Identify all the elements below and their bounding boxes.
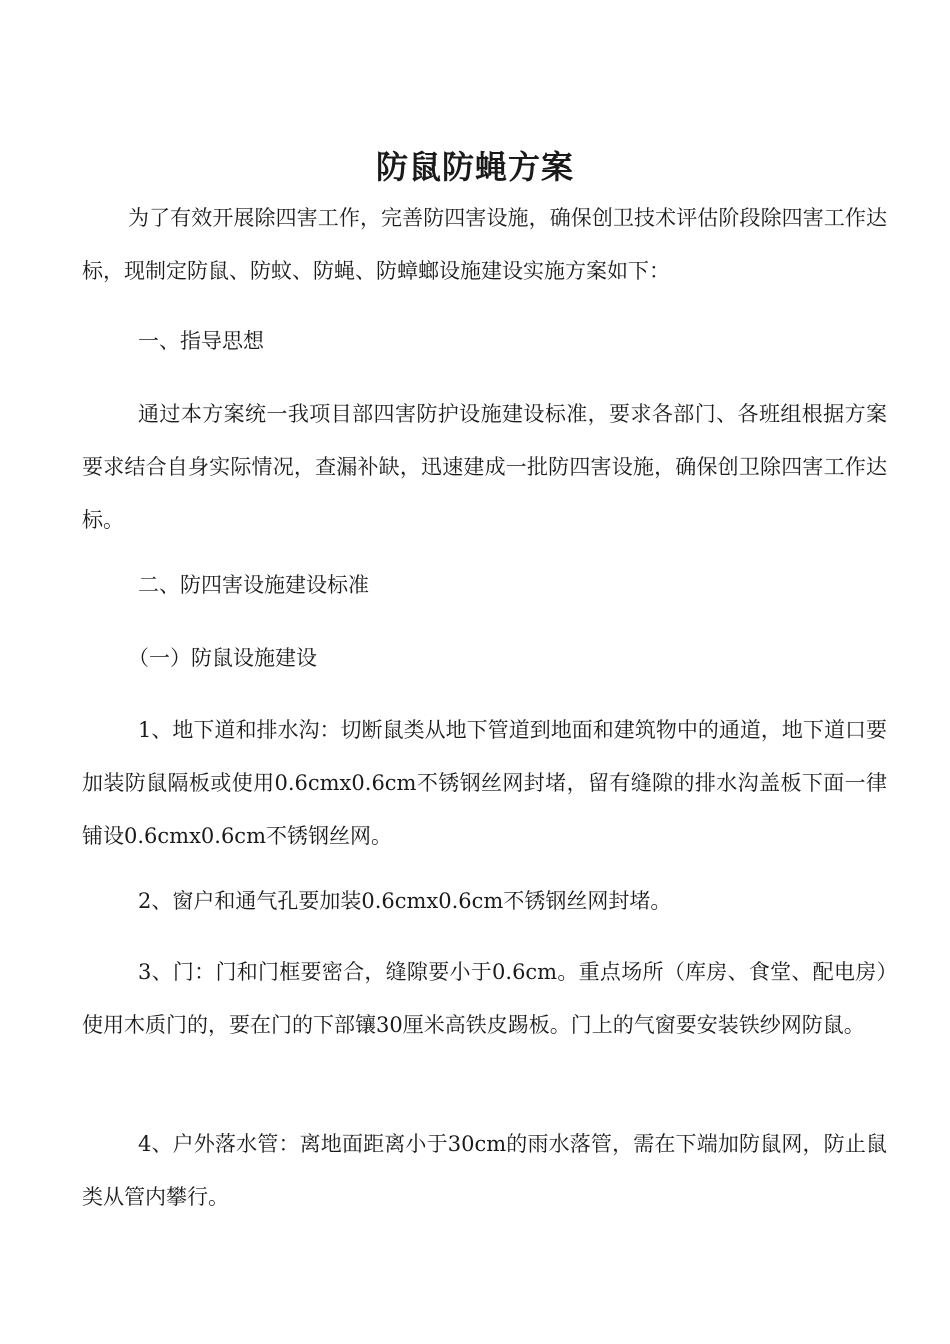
intro-paragraph: 为了有效开展除四害工作，完善防四害设施，确保创卫技术评估阶段除四害工作达标，现制定防鼠、防蚊、防蝇、防蟑螂设施建设实施方案如下：: [82, 206, 887, 283]
subsection-heading-rodent-proofing: （一）防鼠设施建设: [128, 646, 317, 670]
item-1-paragraph: 1、地下道和排水沟：切断鼠类从地下管道到地面和建筑物中的通道，地下道口要加装防鼠隔板或使用0.6cmx0.6cm不锈钢丝网封堵，留有缝隙的排水沟盖板下面一律铺设0.6cmx0.6cm不锈钢丝网。: [82, 718, 887, 848]
item-4-paragraph: 4、户外落水管：离地面距离小于30cm的雨水落管，需在下端加防鼠网，防止鼠类从管内攀行。: [82, 1132, 887, 1209]
document-title: 防鼠防蝇方案: [375, 148, 574, 187]
section-heading-construction-standards: 二、防四害设施建设标准: [138, 573, 369, 597]
item-3-paragraph: 3、门：门和门框要密合，缝隙要小于0.6cm。重点场所（库房、食堂、配电房）使用木质门的，要在门的下部镶30厘米高铁皮踢板。门上的气窗要安装铁纱网防鼠。: [82, 960, 887, 1037]
item-2-paragraph: 2、窗户和通气孔要加装0.6cmx0.6cm不锈钢丝网封堵。: [138, 889, 672, 913]
guiding-ideology-paragraph: 通过本方案统一我项目部四害防护设施建设标准，要求各部门、各班组根据方案要求结合自身实际情况，查漏补缺，迅速建成一批防四害设施，确保创卫除四害工作达标。: [82, 402, 887, 532]
section-heading-guiding-ideology: 一、指导思想: [138, 329, 264, 353]
